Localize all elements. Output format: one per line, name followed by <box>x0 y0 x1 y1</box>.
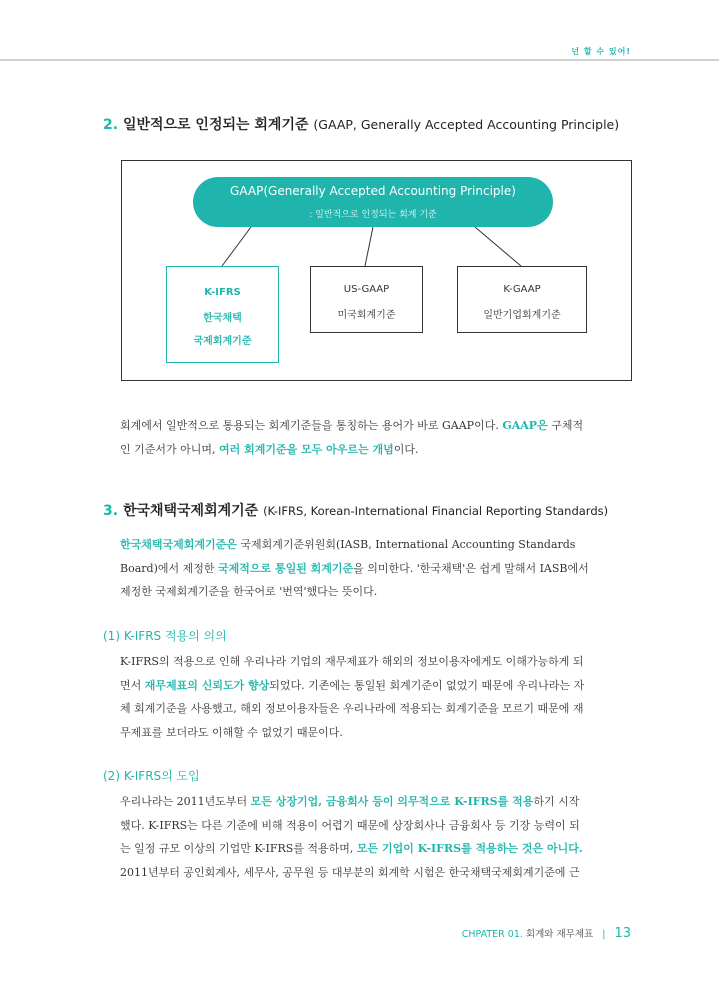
subsection-1-heading: (1) K-IFRS 적용의 의의 <box>103 629 227 643</box>
usgaap-node <box>310 266 423 333</box>
paragraph-gaap <box>120 414 583 461</box>
subsection-2-heading: (2) K-IFRS의 도입 <box>103 769 200 783</box>
gaap-root-node <box>193 177 553 227</box>
connector-kgaap <box>475 227 521 266</box>
subsection-1-line3: 체 회계기준을 사용했고, 해외 정보이용자들은 우리나라에 적용되는 회계기준을 모르기 때문에 재 <box>120 702 584 715</box>
subsection-2-line1: 우리나라는 2011년도부터 모든 상장기업, 금융회사 등이 의무적으로 K-IFRS를 적용하기 시작 <box>120 795 580 808</box>
kifrs-node-line2: 한국채택 <box>203 313 242 324</box>
paragraph-kifrs-line3: 제정한 국제회계기준을 한국어로 '번역'했다는 뜻이다. <box>120 585 378 598</box>
kifrs-node-line3: 국제회계기준 <box>193 336 252 347</box>
subsection-1-line4: 무제표를 보더라도 이해할 수 없었기 때문이다. <box>120 725 343 739</box>
subsection-1-line2: 면서 재무제표의 신뢰도가 향상되었다. 기존에는 통일된 회계기준이 없었기 때문에 우리나라는 자 <box>120 678 585 692</box>
subsection-1-line1: K-IFRS의 적용으로 인해 우리나라 기업의 재무제표가 해외의 정보이용자에게도 이해가능하게 되 <box>120 655 584 668</box>
section-3-subtitle: (K-IFRS, Korean-International Financial Reporting Standards) <box>263 504 609 518</box>
kgaap-node <box>457 266 587 333</box>
usgaap-node-line2: 미국회계기준 <box>337 310 396 321</box>
section-2-number: 2. <box>103 117 119 133</box>
section-3-title: 한국채택국제회계기준 <box>122 503 259 519</box>
paragraph-gaap-line2: 인 기준서가 아니며, 여러 회계기준을 모두 아우르는 개념이다. <box>120 442 419 456</box>
section-3-heading <box>103 500 608 520</box>
paragraph-kifrs-line1: 한국채택국제회계기준은 국제회계기준위원회(IASB, International Accounting Standards <box>120 538 576 551</box>
kifrs-node <box>166 266 279 363</box>
paragraph-gaap-line1: 회계에서 일반적으로 통용되는 회계기준들을 통칭하는 용어가 바로 GAAP이다. GAAP은 구체적 <box>120 419 584 432</box>
footer-chapter: CHPATER 01. <box>461 929 523 940</box>
section-2-subtitle: (GAAP, Generally Accepted Accounting Principle) <box>313 117 620 132</box>
gaap-root-subtitle: : 일반적으로 인정되는 회계 기준 <box>309 210 437 220</box>
paragraph-kifrs <box>120 533 589 604</box>
footer-chapter-title: 회계와 재무제표 <box>525 929 594 940</box>
kifrs-node-line1: K-IFRS <box>204 287 241 298</box>
subsection-1-body <box>120 650 584 744</box>
section-2-title: 일반적으로 인정되는 회계기준 <box>122 117 309 133</box>
section-3-number: 3. <box>103 503 119 519</box>
subsection-2-body <box>120 790 583 884</box>
paragraph-kifrs-line2: Board)에서 제정한 국제적으로 통일된 회계기준을 의미한다. '한국채택'은 쉽게 말해서 IASB에서 <box>120 561 589 575</box>
kgaap-node-line2: 일반기업회계기준 <box>483 310 561 321</box>
connector-usgaap <box>365 227 373 266</box>
header-tag: 넌 할 수 있어! <box>571 47 631 56</box>
gaap-root-title: GAAP(Generally Accepted Accounting Principle) <box>230 184 516 198</box>
connector-kifrs <box>222 227 251 266</box>
subsection-2-line3: 는 일정 규모 이상의 기업만 K-IFRS를 적용하며, 모든 기업이 K-IFRS를 적용하는 것은 아니다. <box>120 842 583 855</box>
usgaap-node-line1: US-GAAP <box>343 284 390 295</box>
footer-separator: | <box>602 929 606 940</box>
subsection-2-line2: 했다. K-IFRS는 다른 기준에 비해 적용이 어렵기 때문에 상장회사나 금융회사 등 기장 능력이 되 <box>120 818 580 832</box>
subsection-2-line4: 2011년부터 공인회계사, 세무사, 공무원 등 대부분의 회계학 시험은 한국채택국제회계기준에 근 <box>120 865 580 879</box>
page-number: 13 <box>614 926 631 941</box>
page-footer <box>462 926 631 941</box>
kgaap-node-line1: K-GAAP <box>503 284 541 295</box>
